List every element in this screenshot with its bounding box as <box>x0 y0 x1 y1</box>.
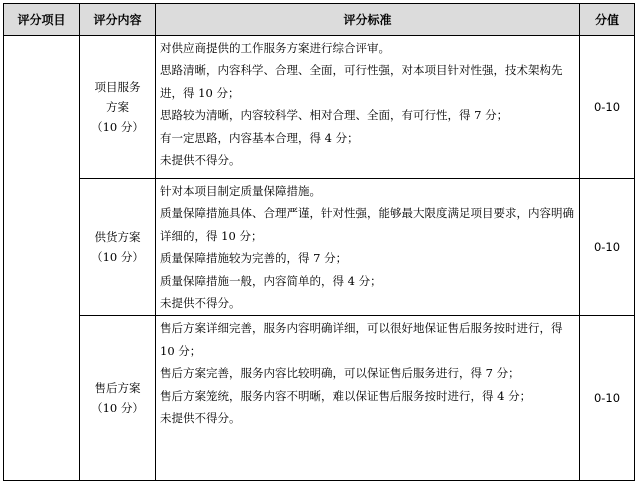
score-cell: 0-10 <box>580 36 635 179</box>
criteria-cell <box>156 179 580 316</box>
table-row <box>4 36 635 179</box>
criteria-cell <box>156 316 580 481</box>
content-cell <box>80 179 156 316</box>
content-cell <box>80 316 156 481</box>
criteria-line: 质量保障措施一般，内容简单的，得 4 分； <box>160 273 382 288</box>
table-row <box>4 316 635 481</box>
header-criteria: 评分标准 <box>156 4 580 36</box>
criteria-line: 质量保障措施较为完善的，得 7 分； <box>160 251 348 266</box>
header-score: 分值 <box>580 4 635 36</box>
header-row <box>4 4 635 36</box>
scoring-table <box>3 3 635 481</box>
header-content: 评分内容 <box>80 4 156 36</box>
criteria-line: 对供应商提供的工作服务方案进行综合评审。 <box>160 41 390 55</box>
content-line: （10 分） <box>91 401 144 416</box>
criteria-cell <box>156 36 580 179</box>
content-line: 售后方案 <box>94 381 141 396</box>
criteria-line: 未提供不得分。 <box>160 296 241 311</box>
criteria-line: 思路较为清晰，内容较科学、相对合理、全面，有可行性，得 7 分； <box>160 108 509 123</box>
content-line: 项目服务 <box>94 80 141 94</box>
content-line: 供货方案 <box>94 230 141 245</box>
criteria-line: 思路清晰，内容科学、合理、全面，可行性强，对本项目针对性强，技术架构先进，得 10 分； <box>160 63 563 100</box>
criteria-line: 售后方案详细完善，服务内容明确详细，可以很好地保证售后服务按时进行，得 10 分； <box>160 321 563 358</box>
score-cell: 0-10 <box>580 179 635 316</box>
criteria-line: 针对本项目制定质量保障措施。 <box>160 184 321 198</box>
criteria-line: 未提供不得分。 <box>160 153 241 168</box>
item-cell <box>4 36 80 481</box>
content-line: （10 分） <box>91 250 144 265</box>
content-cell <box>80 36 156 179</box>
score-cell: 0-10 <box>580 316 635 481</box>
criteria-line: 未提供不得分。 <box>160 411 241 426</box>
table-row <box>4 179 635 316</box>
criteria-line: 售后方案完善，服务内容比较明确，可以保证售后服务进行，得 7 分； <box>160 366 520 381</box>
criteria-line: 有一定思路，内容基本合理，得 4 分； <box>160 130 359 145</box>
content-line: 方案 <box>106 100 129 114</box>
criteria-line: 售后方案笼统，服务内容不明晰，难以保证售后服务按时进行，得 4 分； <box>160 388 532 403</box>
header-item: 评分项目 <box>4 4 80 36</box>
criteria-line: 质量保障措施具体、合理严谨，针对性强，能够最大限度满足项目要求，内容明确详细的，得 10 分； <box>160 206 574 243</box>
content-line: （10 分） <box>91 120 144 134</box>
